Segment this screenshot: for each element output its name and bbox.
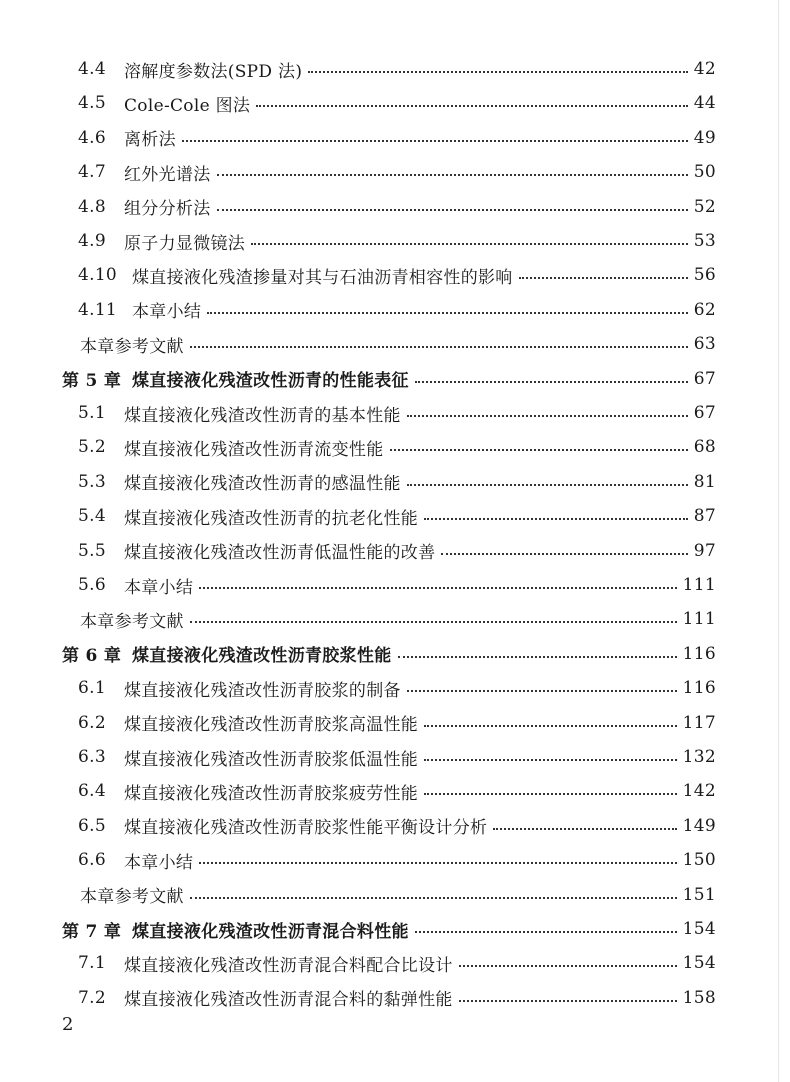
- dot-leader: [308, 71, 687, 73]
- toc-entry-page: 116: [682, 643, 716, 664]
- toc-section-entry[interactable]: [78, 155, 716, 189]
- toc-entry-title: 本章小结: [124, 577, 194, 598]
- dot-leader: [390, 449, 688, 451]
- toc-entry-title: 本章小结: [124, 852, 194, 873]
- toc-entry-title: 煤直接液化残渣改性沥青胶浆疲劳性能: [124, 783, 419, 804]
- toc-entry-page: 87: [693, 506, 716, 527]
- toc-entry-number: 6.5: [78, 815, 106, 836]
- toc-section-entry[interactable]: [78, 534, 716, 568]
- toc-entry-page: 117: [682, 712, 716, 733]
- dot-leader: [441, 553, 687, 555]
- toc-entry-number: 4.6: [78, 127, 106, 148]
- page-number: 2: [62, 1014, 74, 1035]
- toc-entry-number: 4.11: [78, 299, 118, 320]
- toc-section-entry[interactable]: [78, 224, 716, 258]
- toc-entry-title: 煤直接液化残渣掺量对其与石油沥青相容性的影响: [132, 267, 513, 288]
- dot-leader: [407, 690, 677, 692]
- toc-entry-page: 81: [693, 471, 716, 492]
- toc-entry-title: 煤直接液化残渣改性沥青胶浆高温性能: [124, 715, 419, 736]
- toc-entry-title: 红外光谱法: [124, 164, 211, 185]
- toc-entry-title: Cole-Cole 图法: [124, 95, 251, 116]
- dot-leader: [398, 656, 677, 658]
- toc-references-entry[interactable]: [80, 602, 716, 636]
- toc-entry-number: 5.2: [78, 437, 106, 458]
- toc-entry-number: 6.3: [78, 747, 106, 767]
- toc-entry-number: 5.6: [78, 575, 106, 595]
- toc-entry-page: 111: [682, 575, 716, 595]
- toc-entry-title: 离析法: [124, 130, 176, 151]
- toc-entry-page: 116: [682, 678, 716, 699]
- toc-entry-page: 62: [693, 299, 716, 320]
- dot-leader: [415, 931, 677, 933]
- toc-chapter-entry[interactable]: [62, 912, 716, 946]
- toc-entry-page: 67: [693, 403, 716, 423]
- toc-section-entry[interactable]: [78, 946, 716, 980]
- toc-entry-page: 111: [682, 609, 716, 630]
- dot-leader: [424, 793, 677, 795]
- toc-entry-title: 本章参考文献: [80, 611, 184, 632]
- toc-section-entry[interactable]: [78, 843, 716, 877]
- toc-entry-number: 4.8: [78, 196, 106, 217]
- toc-entry-number: 7.2: [78, 987, 106, 1008]
- toc-entry-page: 56: [693, 265, 716, 286]
- toc-section-entry[interactable]: [78, 86, 716, 120]
- toc-entry-title: 煤直接液化残渣改性沥青的感温性能: [124, 474, 401, 495]
- dot-leader: [190, 897, 677, 899]
- toc-section-entry[interactable]: [78, 465, 716, 499]
- toc-section-entry[interactable]: [78, 740, 716, 774]
- toc-entry-page: 97: [693, 540, 716, 561]
- dot-leader: [407, 415, 688, 417]
- dot-leader: [199, 587, 676, 589]
- toc-entry-page: 53: [693, 231, 716, 251]
- toc-entry-title: 煤直接液化残渣改性沥青混合料性能: [132, 921, 409, 942]
- toc-entry-title: 煤直接液化残渣改性沥青低温性能的改善: [124, 543, 436, 564]
- dot-leader: [207, 312, 688, 314]
- dot-leader: [407, 484, 688, 486]
- dot-leader: [424, 725, 677, 727]
- toc-entry-number: 6.2: [78, 712, 106, 733]
- toc-entry-number: 5.3: [78, 471, 106, 492]
- toc-entry-page: 154: [682, 919, 716, 939]
- dot-leader: [217, 174, 688, 176]
- toc-section-entry[interactable]: [78, 774, 716, 808]
- toc-entry-title: 煤直接液化残渣改性沥青胶浆性能: [132, 646, 392, 667]
- toc-entry-number: 第 6 章: [62, 646, 122, 667]
- toc-entry-page: 151: [682, 884, 716, 905]
- toc-entry-title: 组分分析法: [124, 199, 211, 220]
- toc-entry-number: 6.6: [78, 850, 106, 871]
- toc-section-entry[interactable]: [78, 706, 716, 740]
- page-edge-rule: [778, 0, 779, 1082]
- toc-entry-page: 67: [693, 368, 716, 389]
- dot-leader: [190, 346, 688, 348]
- toc-entry-number: 6.1: [78, 678, 106, 699]
- toc-section-entry[interactable]: [78, 671, 716, 705]
- toc-section-entry[interactable]: [78, 396, 716, 430]
- toc-section-entry[interactable]: [78, 981, 716, 1015]
- toc-entry-title: 本章参考文献: [80, 336, 184, 357]
- dot-leader: [415, 381, 688, 383]
- toc-section-entry[interactable]: [78, 52, 716, 86]
- toc-entry-page: 52: [693, 196, 716, 217]
- toc-entry-page: 49: [693, 127, 716, 148]
- dot-leader: [424, 759, 677, 761]
- toc-entry-page: 132: [682, 747, 716, 767]
- dot-leader: [190, 621, 677, 623]
- dot-leader: [251, 243, 688, 245]
- dot-leader: [459, 1000, 677, 1002]
- toc-entry-title: 本章小结: [132, 302, 202, 323]
- toc-entry-title: 煤直接液化残渣改性沥青胶浆性能平衡设计分析: [124, 818, 488, 839]
- toc-entry-page: 142: [682, 781, 716, 802]
- toc-entry-number: 4.7: [78, 162, 106, 183]
- toc-entry-number: 5.5: [78, 540, 106, 561]
- toc-section-entry[interactable]: [78, 430, 716, 464]
- dot-leader: [459, 965, 677, 967]
- toc-entry-title: 煤直接液化残渣改性沥青流变性能: [124, 439, 384, 460]
- toc-entry-page: 50: [693, 162, 716, 183]
- toc-entry-title: 煤直接液化残渣改性沥青的性能表征: [132, 371, 409, 392]
- toc-entry-page: 158: [682, 987, 716, 1008]
- toc-entry-title: 煤直接液化残渣改性沥青的基本性能: [124, 405, 401, 426]
- toc-entry-page: 42: [693, 59, 716, 79]
- dot-leader: [424, 518, 688, 520]
- toc-section-entry[interactable]: [78, 809, 716, 843]
- toc-entry-number: 第 7 章: [62, 921, 122, 942]
- toc-entry-page: 44: [693, 93, 716, 114]
- toc-entry-title: 煤直接液化残渣改性沥青胶浆低温性能: [124, 749, 419, 770]
- toc-entry-number: 4.5: [78, 93, 106, 114]
- toc-entry-number: 7.1: [78, 953, 106, 974]
- toc-entry-page: 150: [682, 850, 716, 871]
- dot-leader: [519, 277, 688, 279]
- toc-entry-title: 煤直接液化残渣改性沥青混合料配合比设计: [124, 955, 453, 976]
- toc-entry-title: 原子力显微镜法: [124, 233, 246, 254]
- toc-entry-title: 本章参考文献: [80, 887, 184, 908]
- toc-section-entry[interactable]: [78, 258, 716, 292]
- toc-references-entry[interactable]: [80, 327, 716, 361]
- dot-leader: [182, 140, 688, 142]
- toc-section-entry[interactable]: [78, 499, 716, 533]
- dot-leader: [256, 105, 688, 107]
- dot-leader: [217, 209, 688, 211]
- toc-entry-number: 4.9: [78, 231, 106, 251]
- toc-entry-title: 煤直接液化残渣改性沥青的抗老化性能: [124, 508, 419, 529]
- toc-entry-title: 煤直接液化残渣改性沥青胶浆的制备: [124, 680, 401, 701]
- toc-entry-title: 溶解度参数法(SPD 法): [124, 61, 303, 82]
- toc-entry-number: 4.4: [78, 59, 106, 79]
- toc-section-entry[interactable]: [78, 190, 716, 224]
- toc-entry-number: 6.4: [78, 781, 106, 802]
- toc-entry-number: 5.4: [78, 506, 106, 527]
- toc-entry-title: 煤直接液化残渣改性沥青混合料的黏弹性能: [124, 990, 453, 1011]
- toc-entry-page: 63: [693, 334, 716, 355]
- dot-leader: [493, 828, 676, 830]
- toc-chapter-entry[interactable]: [62, 362, 716, 396]
- toc-entry-number: 5.1: [78, 403, 106, 423]
- toc-section-entry[interactable]: [78, 293, 716, 327]
- toc-entry-number: 第 5 章: [62, 371, 122, 392]
- toc-chapter-entry[interactable]: [62, 637, 716, 671]
- toc-entry-page: 149: [682, 815, 716, 836]
- toc-entry-page: 68: [693, 437, 716, 458]
- toc-entry-page: 154: [682, 953, 716, 974]
- toc-entry-number: 4.10: [78, 265, 118, 286]
- toc-references-entry[interactable]: [80, 878, 716, 912]
- toc-section-entry[interactable]: [78, 121, 716, 155]
- toc-section-entry[interactable]: [78, 568, 716, 602]
- dot-leader: [199, 862, 676, 864]
